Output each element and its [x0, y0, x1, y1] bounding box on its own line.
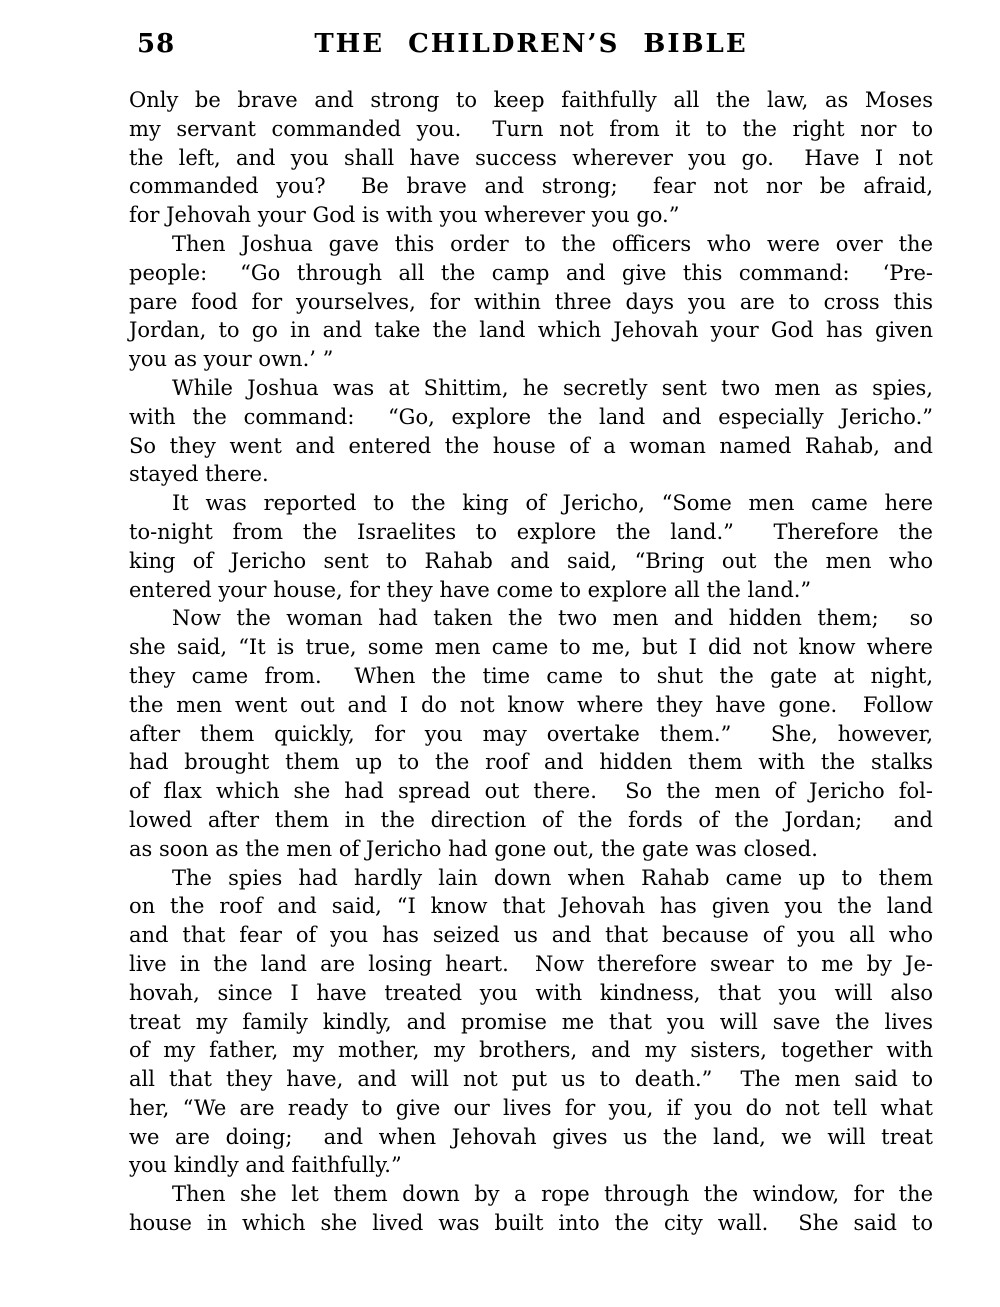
- paragraph: [129, 230, 933, 374]
- text-line: Then Joshua gave this order to the officers who were over the: [172, 231, 933, 256]
- body-text: [129, 86, 933, 1238]
- paragraph: [129, 374, 933, 489]
- text-line: treat my family kindly, and promise me that you will save the lives: [129, 1009, 933, 1034]
- text-line: you as your own.’ ”: [129, 347, 334, 372]
- text-line: hovah, since I have treated you with kindness, that you will also: [129, 980, 933, 1005]
- text-line: you kindly and faithfully.”: [129, 1153, 402, 1178]
- paragraph: [129, 489, 933, 604]
- text-line: had brought them up to the roof and hidden them with the stalks: [129, 750, 933, 775]
- text-line: we are doing; and when Jehovah gives us the land, we will treat: [129, 1124, 933, 1149]
- text-line: after them quickly, for you may overtake them.” She, however,: [129, 721, 933, 746]
- paragraph: [129, 1180, 933, 1238]
- text-line: she said, “It is true, some men came to me, but I did not know where: [129, 635, 933, 660]
- text-line: on the roof and said, “I know that Jehovah has given you the land: [129, 894, 933, 919]
- page-number: 58: [137, 29, 176, 59]
- paragraph: [129, 864, 933, 1181]
- text-line: pare food for yourselves, for within three days you are to cross this: [129, 289, 933, 314]
- text-line: king of Jericho sent to Rahab and said, “Bring out the men who: [129, 548, 933, 573]
- text-line: entered your house, for they have come to explore all the land.”: [129, 577, 812, 602]
- text-line: and that fear of you has seized us and that because of you all who: [129, 923, 933, 948]
- text-line: her, “We are ready to give our lives for you, if you do not tell what: [129, 1095, 933, 1120]
- text-line: Only be brave and strong to keep faithfully all the law, as Moses: [129, 88, 933, 112]
- text-line: Then she let them down by a rope through the window, for the: [172, 1182, 933, 1207]
- text-line: It was reported to the king of Jericho, “Some men came here: [172, 491, 933, 516]
- text-line: for Jehovah your God is with you wherever you go.”: [129, 203, 680, 228]
- text-line: commanded you? Be brave and strong; fear not nor be afraid,: [129, 174, 933, 199]
- text-line: the left, and you shall have success wherever you go. Have I not: [129, 145, 933, 170]
- text-line: of flax which she had spread out there. So the men of Jericho fol-: [129, 779, 933, 804]
- text-line: house in which she lived was built into the city wall. She said to: [129, 1211, 933, 1236]
- text-line: with the command: “Go, explore the land and especially Jericho.”: [129, 404, 933, 429]
- paragraph: [129, 86, 933, 230]
- text-line: they came from. When the time came to shut the gate at night,: [129, 663, 933, 688]
- text-line: Now the woman had taken the two men and hidden them; so: [172, 606, 933, 631]
- text-line: While Joshua was at Shittim, he secretly sent two men as spies,: [172, 375, 933, 400]
- text-line: as soon as the men of Jericho had gone out, the gate was closed.: [129, 836, 818, 861]
- text-line: all that they have, and will not put us to death.” The men said to: [129, 1067, 933, 1092]
- text-line: The spies had hardly lain down when Rahab came up to them: [172, 865, 933, 890]
- text-line: lowed after them in the direction of the fords of the Jordan; and: [129, 807, 933, 832]
- text-line: my servant commanded you. Turn not from it to the right nor to: [129, 116, 933, 141]
- text-line: Jordan, to go in and take the land which Jehovah your God has given: [129, 318, 933, 343]
- text-line: live in the land are losing heart. Now therefore swear to me by Je-: [129, 951, 933, 976]
- paragraph: [129, 604, 933, 863]
- text-line: the men went out and I do not know where they have gone. Follow: [129, 692, 933, 717]
- page-header: [129, 29, 933, 63]
- text-line: people: “Go through all the camp and give this command: ‘Pre-: [129, 260, 933, 285]
- text-line: stayed there.: [129, 462, 269, 487]
- text-line: of my father, my mother, my brothers, and my sisters, together with: [129, 1038, 933, 1063]
- text-line: to-night from the Israelites to explore the land.” Therefore the: [129, 519, 933, 544]
- running-title: THE CHILDREN’S BIBLE: [314, 29, 748, 59]
- text-line: So they went and entered the house of a woman named Rahab, and: [129, 433, 933, 458]
